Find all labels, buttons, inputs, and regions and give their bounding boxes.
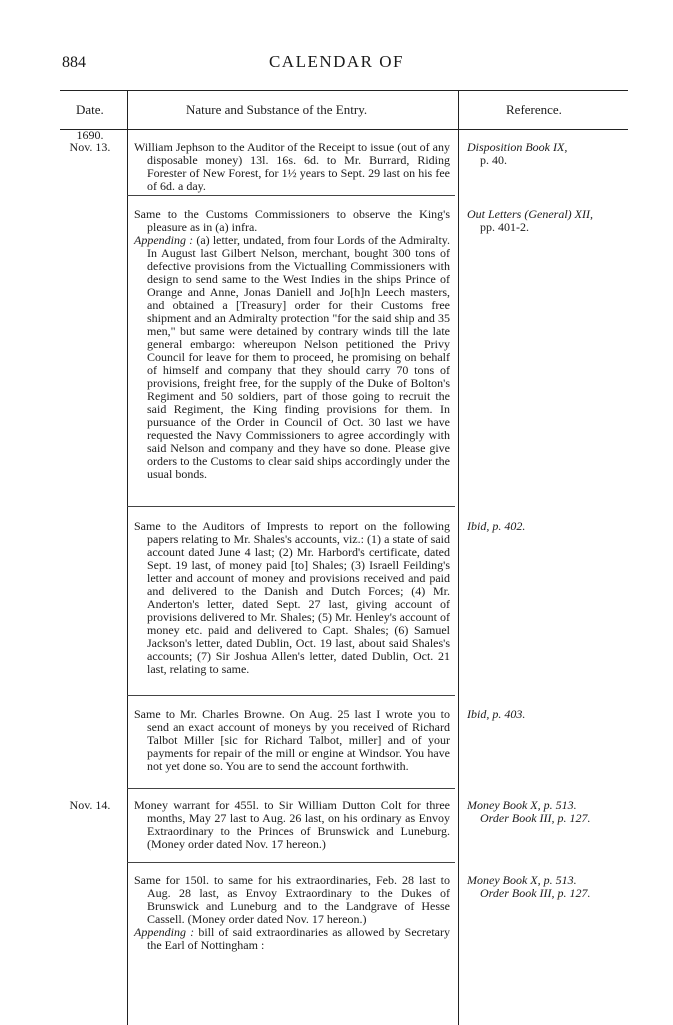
appending-label: Appending : [134,233,194,247]
appending-text: bill of said extraordinaries as allowed by Secretary the Earl of Nottingham : [147,925,450,952]
entry-body: Same to the Auditors of Imprests to report on the following papers relating to Mr. Shales's accounts, viz.: (1) a state of said account dated June 4 last; (2) Mr. Harbord's certificate, dated Sept. 19 last, of money paid [to] Shales; (3) Israell Feilding's letter and account of money and provisions received and paid and delivered to the Danish and Dutch Forces; (4) Mr. Anderton's letter, dated Sept. 27 last, giving account of provisions delivered to Mr. Shales; (5) Mr. Henley's account of money etc. paid and delivered to Capt. Shales; (6) Samuel Jackson's letter, dated Dublin, Oct. 19 last, about said Shales's accounts; (7) Sir Joshua Allen's letter, dated Dublin, Oct. 21 last, relating to same. [134,519,450,676]
entry-text [134,874,450,952]
page-number: 884 [62,54,86,71]
appending-text: (a) letter, undated, from four Lords of the Admiralty. In August last Gilbert Nelson, merchant, bought 300 tons of defective provisions from the Victualling Commissioners with design to send same to the West Indies in the ships Prince of Orange and Anne, Jonas Daniell and Jo[h]n Leech masters, and obtained a [Treasury] order for their Customs free shipment and an Admiralty protection "for the said ship and 35 men," but same were detained by contrary winds till the late general embargo: whereupon Nelson petitioned the Privy Council for leave for them to proceed, he promising on behalf of himself and company that they should carry 70 tons of provisions, freight free, for the supply of the Duke of Bolton's Regiment and 50 soldiers, part of those going to recruit the said Regiment, the King finding provisions for them. In pursuance of the Order in Council of Oct. 30 last we have requested the Navy Commissioners to agree accordingly with said Nelson and company and they have so done. Please give orders to the Customs to clear said ships accordingly under the usual bonds. [147,233,450,481]
entry-body: Same to the Customs Commissioners to observe the King's pleasure as in (a) infra. [134,207,450,234]
appending-label: Appending : [134,925,195,939]
entry-reference [467,520,622,533]
column-divider-left [127,90,128,1025]
entry-text [134,208,450,481]
entry-separator [127,862,455,863]
entry-separator [127,788,455,789]
entry-body: William Jephson to the Auditor of the Receipt to issue (out of any disposable money) 13l. 16s. 6d. to Mr. Burrard, Riding Forester of New Forest, for 1½ years to Sept. 29 last on his fee of 6d. a day. [134,140,450,193]
running-title: CALENDAR OF [268,52,405,71]
entry-reference [467,708,622,721]
entry-separator [127,695,455,696]
entry-text [134,708,450,773]
reference-line: Money Book X, p. 513. [467,873,577,887]
entry-reference [467,799,622,825]
entry-text [134,141,450,193]
entry-reference [467,874,622,900]
entry-date: Nov. 13. [69,140,111,154]
entry-reference [467,208,622,234]
column-header-nature: Nature and Substance of the Entry. [186,102,368,117]
entry-separator [127,506,455,507]
reference-line: Out Letters (General) XII, [467,207,593,221]
entry-appending [134,234,450,481]
column-header-reference: Reference. [506,102,562,117]
entry-date-year: 1690. [76,128,104,142]
entry-separator [127,195,455,196]
entry-appending [134,926,450,952]
reference-line: p. 40. [480,153,507,167]
reference-line: Order Book III, p. 127. [480,811,591,825]
reference-line: Disposition Book IX, [467,140,568,154]
reference-line: Order Book III, p. 127. [480,886,591,900]
column-divider-right [458,90,459,1025]
entry-date: Nov. 14. [69,798,111,812]
column-header-date: Date. [76,102,104,117]
reference-line: Ibid, p. 403. [467,707,526,721]
column-header-row [60,90,628,130]
entry-body: Money warrant for 455l. to Sir William Dutton Colt for three months, May 27 last to Aug. 26 last, on his ordinary as Envoy Extraordinary to the Princes of Brunswick and Luneburg. (Money order dated Nov. 17 hereon.) [134,798,450,851]
reference-line: Ibid, p. 402. [467,519,526,533]
reference-line: pp. 401-2. [480,220,529,234]
entry-reference [467,141,622,167]
reference-line: Money Book X, p. 513. [467,798,577,812]
entry-body: Same for 150l. to same for his extraordinaries, Feb. 28 last to Aug. 28 last, as Envoy Extraordinary to the Dukes of Brunswick and Luneburg and to the Landgrave of Hesse Cassell. (Money order dated Nov. 17 hereon.) [134,873,450,926]
entry-text [134,520,450,676]
entry-body: Same to Mr. Charles Browne. On Aug. 25 last I wrote you to send an exact account of moneys by you received of Richard Talbot Miller [sic for Richard Talbot, miller] and of your payments for repair of the mill or engine at Windsor. You have not yet done so. You are to send the account forthwith. [134,707,450,773]
entry-text [134,799,450,851]
